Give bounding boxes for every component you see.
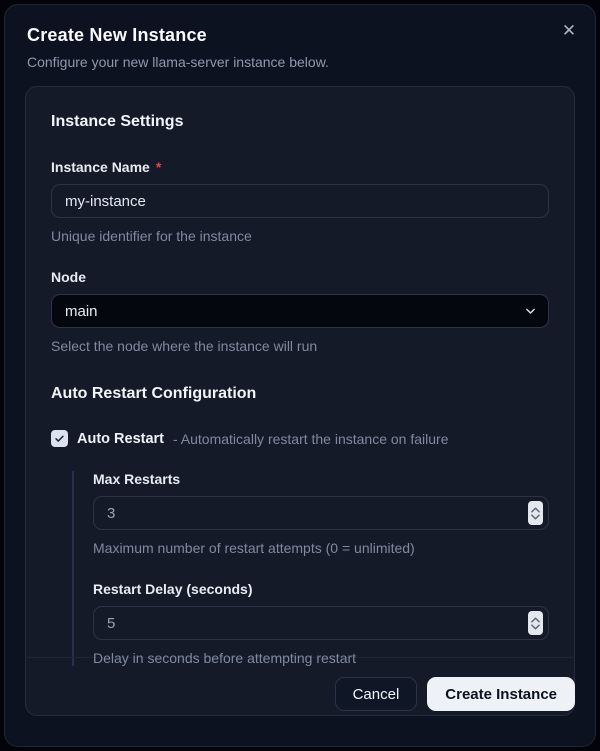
restart-delay-field: [93, 581, 549, 666]
checkmark-icon: [54, 433, 65, 444]
max-restarts-stepper[interactable]: [528, 501, 543, 525]
create-instance-button[interactable]: Create Instance: [427, 677, 575, 711]
instance-name-label: Instance Name *: [51, 159, 162, 175]
auto-restart-row: [51, 430, 549, 447]
card-heading: Instance Settings: [51, 113, 184, 130]
node-field: [51, 269, 549, 354]
restart-delay-label: Restart Delay (seconds): [93, 581, 253, 597]
stepper-down-icon: [531, 624, 540, 630]
max-restarts-field: [93, 471, 549, 556]
node-label: Node: [51, 269, 86, 285]
cancel-button[interactable]: Cancel: [335, 677, 418, 711]
node-select-value: main: [65, 302, 98, 320]
auto-restart-checkbox[interactable]: [51, 430, 68, 447]
restart-delay-stepper[interactable]: [528, 611, 543, 635]
chevron-down-icon: [524, 305, 537, 318]
close-icon: ✕: [561, 21, 577, 40]
auto-restart-checkbox-label[interactable]: Auto Restart: [77, 430, 165, 447]
close-button[interactable]: [557, 19, 581, 43]
instance-settings-card: [25, 86, 575, 716]
max-restarts-label: Max Restarts: [93, 471, 181, 487]
dialog-subtitle: Configure your new llama-server instance below.: [27, 54, 329, 70]
auto-restart-heading: Auto Restart Configuration: [51, 385, 257, 402]
dialog-header: [5, 5, 595, 70]
dialog-body: [5, 86, 595, 666]
create-instance-dialog: [4, 4, 596, 747]
stepper-up-icon: [531, 617, 540, 623]
instance-name-field: [51, 159, 549, 244]
required-asterisk: *: [155, 159, 162, 175]
max-restarts-input[interactable]: [93, 496, 549, 530]
auto-restart-description: - Automatically restart the instance on failure: [173, 430, 449, 447]
stepper-up-icon: [531, 507, 540, 513]
instance-name-helper: Unique identifier for the instance: [51, 228, 252, 244]
restart-delay-input[interactable]: [93, 606, 549, 640]
restart-delay-helper: Delay in seconds before attempting restart: [93, 650, 357, 666]
auto-restart-options: [72, 471, 549, 666]
instance-name-input[interactable]: [51, 184, 549, 218]
node-select[interactable]: [51, 294, 549, 328]
max-restarts-helper: Maximum number of restart attempts (0 = unlimited): [93, 540, 415, 556]
stepper-down-icon: [531, 514, 540, 520]
node-helper: Select the node where the instance will run: [51, 338, 318, 354]
dialog-title: Create New Instance: [27, 25, 207, 45]
